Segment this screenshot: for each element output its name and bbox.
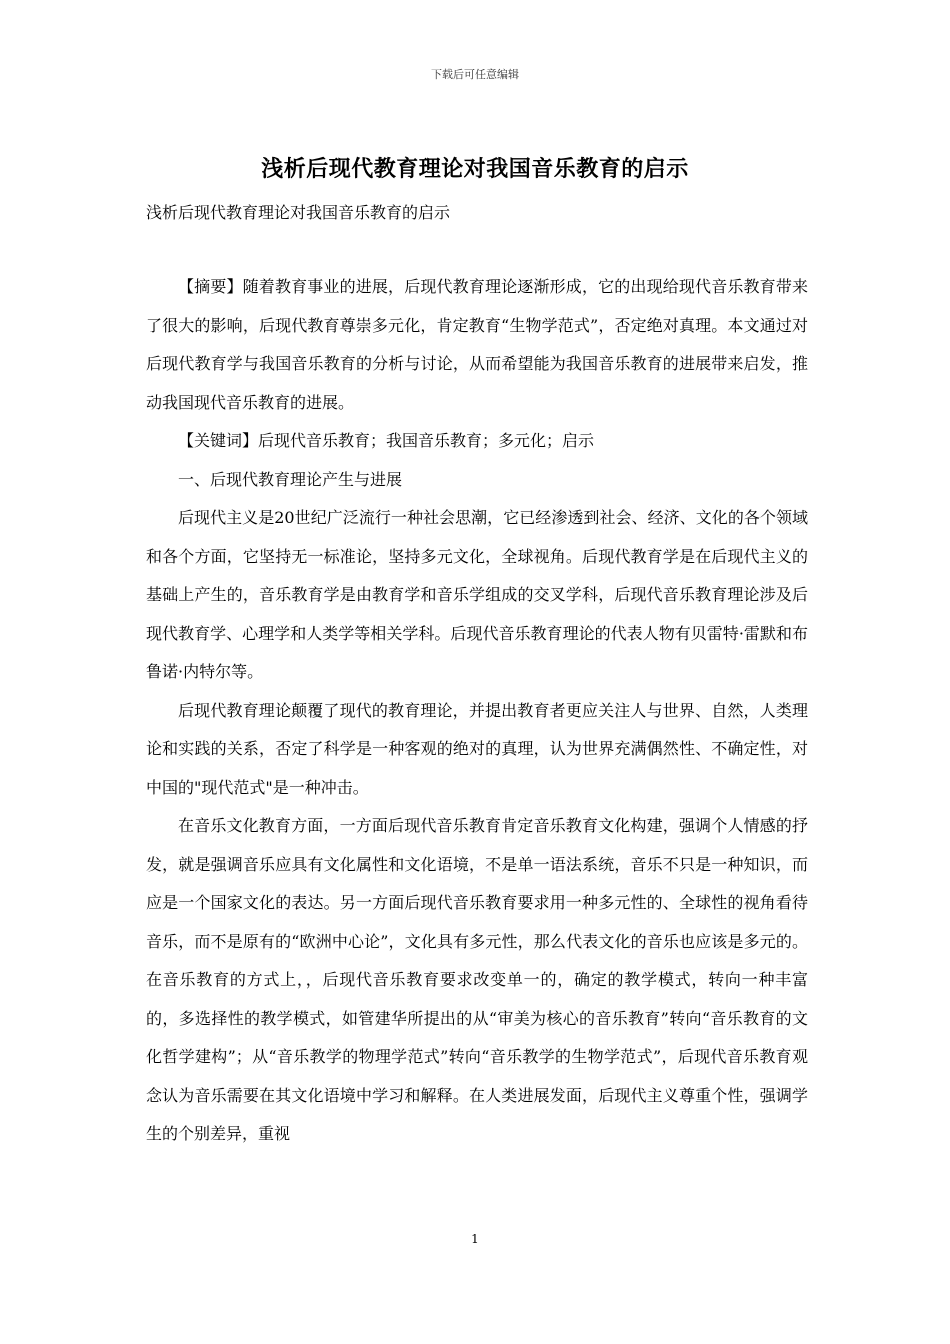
page-number: 1 <box>471 1232 479 1246</box>
document-title: 浅析后现代教育理论对我国音乐教育的启示 <box>261 156 689 182</box>
body-paragraph: 在音乐文化教育方面，一方面后现代音乐教育肯定音乐教育文化构建，强调个人情感的抒发，就是强调音乐应具有文化属性和文化语境，不是单一语法系统，音乐不只是一种知识，而应是一个国家文化的表达。另一方面后现代音乐教育要求用一种多元性的、全球性的视角看待音乐，而不是原有的“欧洲中心论”，文化具有多元性，那么代表文化的音乐也应该是多元的。在音乐教育的方式上，，后现代音乐教育要求改变单一的，确定的教学模式，转向一种丰富的，多选择性的教学模式，如管建华所提出的从“审美为核心的音乐教育”转向“音乐教育的文化哲学建构”；从“音乐教学的物理学范式”转向“音乐教学的生物学范式”，后现代音乐教育观念认为音乐需要在其文化语境中学习和解释。在人类进展发面，后现代主义尊重个性，强调学生的个别差异，重视 <box>146 816 808 1143</box>
document-subtitle: 浅析后现代教育理论对我国音乐教育的启示 <box>146 203 451 222</box>
abstract-paragraph: 【摘要】随着教育事业的进展，后现代教育理论逐渐形成，它的出现给现代音乐教育带来了很大的影响，后现代教育尊崇多元化，肯定教育“生物学范式”，否定绝对真理。本文通过对后现代教育学与我国音乐教育的分析与讨论，从而希望能为我国音乐教育的进展带来启发，推动我国现代音乐教育的进展。 <box>146 277 808 412</box>
body-paragraph: 后现代教育理论颠覆了现代的教育理论，并提出教育者更应关注人与世界、自然，人类理论和实践的关系，否定了科学是一种客观的绝对的真理，认为世界充满偶然性、不确定性，对中国的"现代范式"是一种冲击。 <box>146 700 808 797</box>
document-body <box>146 268 808 1154</box>
page-header-note: 下载后可任意编辑 <box>431 68 519 81</box>
section-heading: 一、后现代教育理论产生与进展 <box>178 469 403 489</box>
body-paragraph: 后现代主义是20世纪广泛流行一种社会思潮，它已经渗透到社会、经济、文化的各个领域和各个方面，它坚持无一标准论，坚持多元文化，全球视角。后现代教育学是在后现代主义的基础上产生的，音乐教育学是由教育学和音乐学组成的交叉学科，后现代音乐教育理论涉及后现代教育学、心理学和人类学等相关学科。后现代音乐教育理论的代表人物有贝雷特·雷默和布鲁诺·内特尔等。 <box>146 508 808 681</box>
keywords-paragraph: 【关键词】后现代音乐教育；我国音乐教育；多元化；启示 <box>178 431 595 450</box>
